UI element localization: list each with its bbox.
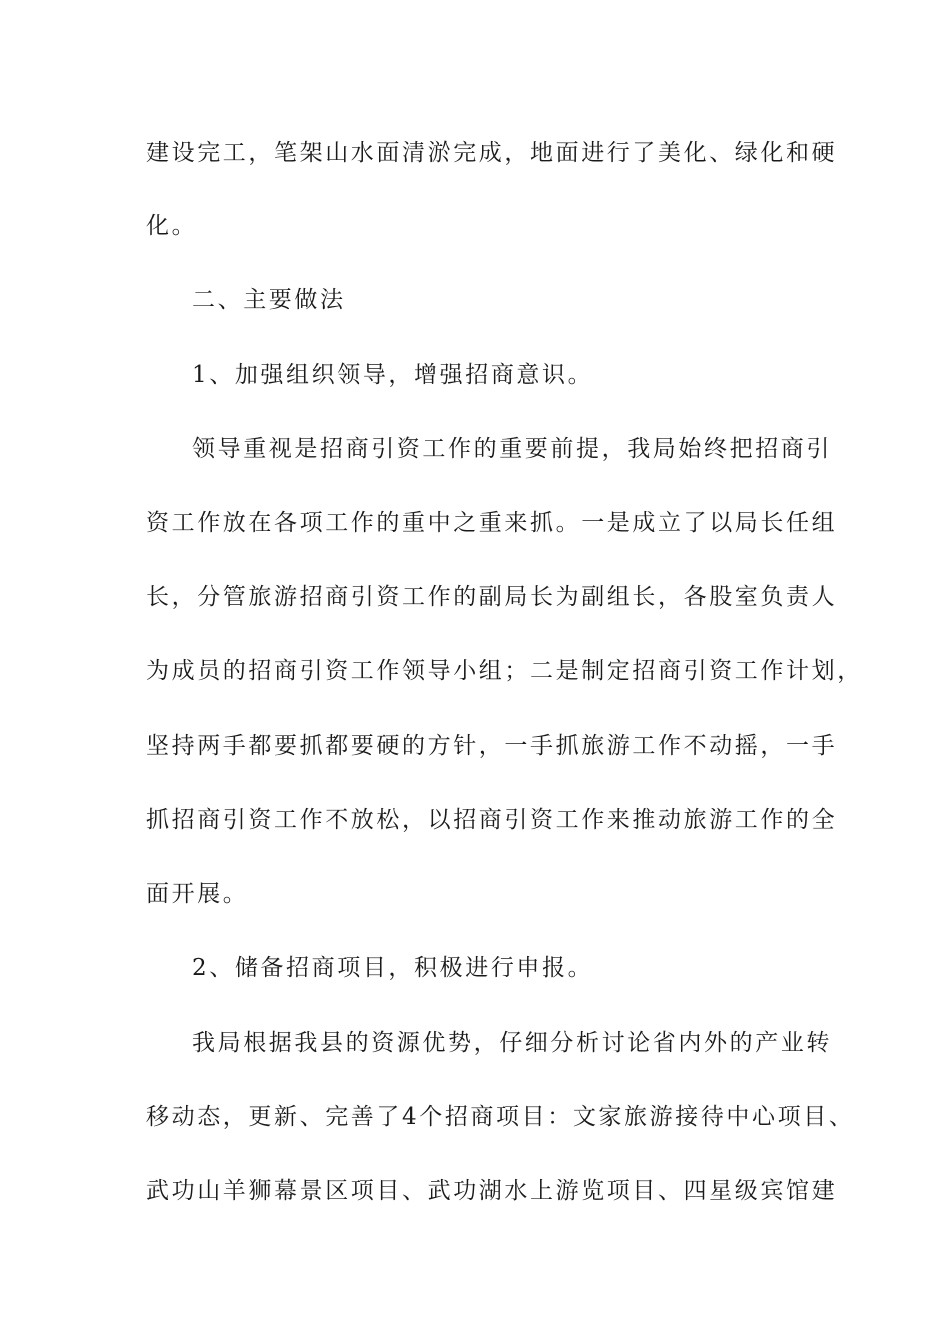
body-text-line: 领导重视是招商引资工作的重要前提，我局始终把招商引: [192, 436, 832, 462]
body-text-line: 移动态，更新、完善了4个招商项目：文家旅游接待中心项目、: [146, 1104, 855, 1130]
body-text-line: 面开展。: [146, 881, 249, 907]
body-text-line: 为成员的招商引资工作领导小组；二是制定招商引资工作计划，: [146, 658, 863, 684]
body-text-line: 化。: [146, 213, 198, 239]
body-text-line: 抓招商引资工作不放松，以招商引资工作来推动旅游工作的全: [146, 807, 838, 833]
body-text-line: 资工作放在各项工作的重中之重来抓。一是成立了以局长任组: [146, 510, 838, 536]
body-text-line: 长，分管旅游招商引资工作的副局长为副组长，各股室负责人: [146, 584, 838, 610]
body-text-line: 我局根据我县的资源优势，仔细分析讨论省内外的产业转: [192, 1030, 832, 1056]
body-text-line: 建设完工，笔架山水面清淤完成，地面进行了美化、绿化和硬: [146, 140, 838, 166]
body-text-line: 武功山羊狮幕景区项目、武功湖水上游览项目、四星级宾馆建: [146, 1178, 838, 1204]
subsection-heading: 1、加强组织领导，增强招商意识。: [192, 362, 594, 388]
subsection-heading: 2、储备招商项目，积极进行申报。: [192, 955, 594, 981]
body-text-line: 坚持两手都要抓都要硬的方针，一手抓旅游工作不动摇，一手: [146, 733, 838, 759]
section-heading: 二、主要做法: [192, 287, 346, 313]
